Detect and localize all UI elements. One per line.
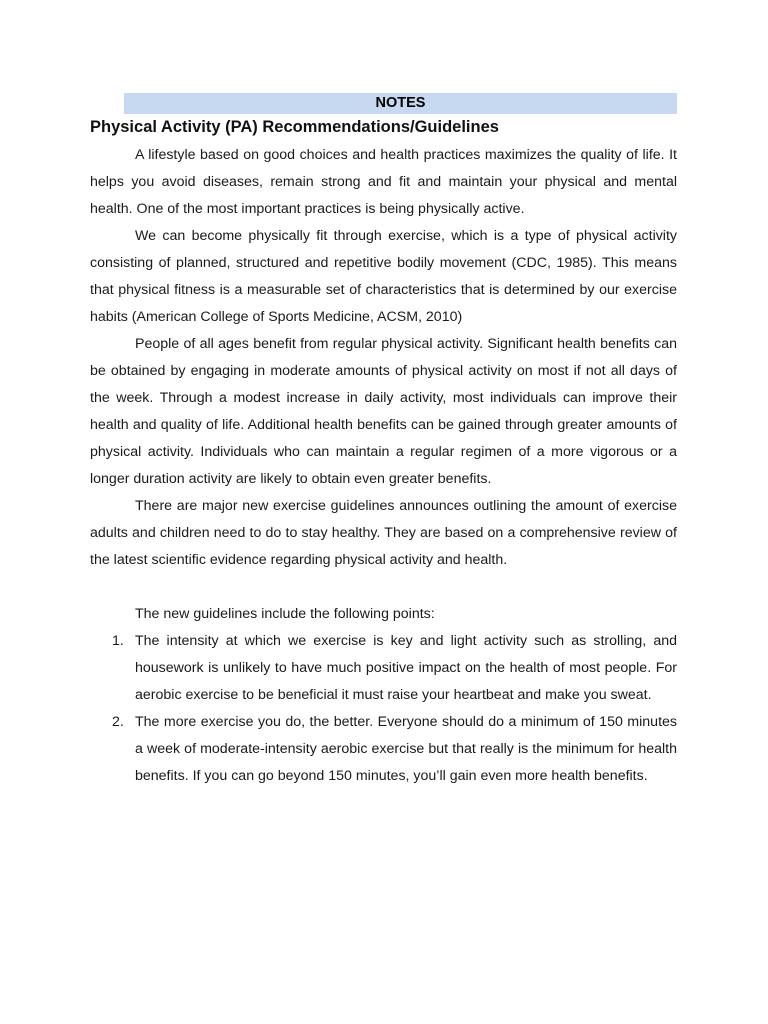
paragraph-exercise: We can become physically fit through exercise, which is a type of physical activity consisting of planned, structured and repetitive bodily movement (CDC, 1985). This means that physical fitness is a measurable set of characteristics that is determined by our exercise habits (American College of Sports Medicine, ACSM, 2010) (90, 228, 677, 325)
blank-line (90, 574, 677, 601)
list-item-number: 1. (112, 633, 124, 649)
paragraph-benefits: People of all ages benefit from regular physical activity. Significant health benefits can be obtained by engaging in moderate amounts of physical activity on most if not all days of the week. Through a modest increase in daily activity, most individuals can improve their health and quality of life. Additional health benefits can be gained through greater amounts of physical activity. Individuals who can maintain a regular regimen of a more vigorous or a longer duration activity are likely to obtain even greater benefits. (90, 336, 677, 487)
list-item-text: The intensity at which we exercise is key and light activity such as strolling, and housework is unlikely to have much positive impact on the health of most people. For aerobic exercise to be beneficial it must raise your heartbeat and make you sweat. (135, 633, 677, 703)
list-item-text: The more exercise you do, the better. Everyone should do a minimum of 150 minutes a week of moderate-intensity aerobic exercise but that really is the minimum for health benefits. If you can go beyond 150 minutes, you’ll gain even more health benefits. (135, 714, 677, 784)
list-item-number: 2. (112, 714, 124, 730)
notes-banner: NOTES (124, 93, 677, 114)
list-item (90, 709, 677, 790)
paragraph-lifestyle: A lifestyle based on good choices and health practices maximizes the quality of life. It helps you avoid diseases, remain strong and fit and maintain your physical and mental health. One of the most important practices is being physically active. (90, 147, 677, 217)
list-item (90, 628, 677, 709)
guidelines-list (90, 628, 677, 790)
paragraph-new-guidelines: There are major new exercise guidelines announces outlining the amount of exercise adults and children need to do to stay healthy. They are based on a comprehensive review of the latest scientific evidence regarding physical activity and health. (90, 498, 677, 568)
document-page (90, 93, 677, 790)
guidelines-intro: The new guidelines include the following points: (135, 606, 435, 622)
page-title: Physical Activity (PA) Recommendations/Guidelines (90, 118, 499, 136)
